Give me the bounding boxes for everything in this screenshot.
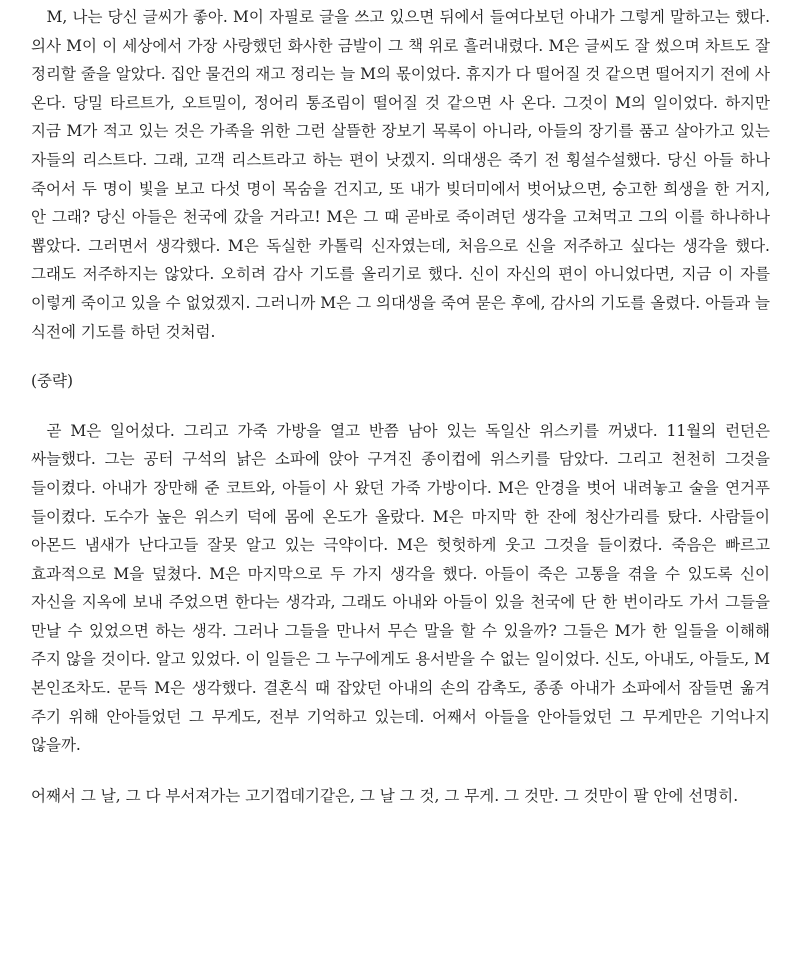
paragraph-letter-memory: M, 나는 당신 글씨가 좋아. M이 자필로 글을 쓰고 있으면 뒤에서 들여다보던 아내가 그렇게 말하고는 했다. 의사 M이 이 세상에서 가장 사랑했던 화사한 금발이 그 책 위로 흘러내렸다. M은 글씨도 잘 썼으며 차트도 잘 정리할 줄을 알았다. 집안 물건의 재고 정리는 늘 M의 몫이었다. 휴지가 다 떨어질 것 같으면 떨어지기 전에 사 온다. 당밀 타르트가, 오트밀이, 정어리 통조림이 떨어질 것 같으면 사 온다. 그것이 M의 일이었다. 하지만 지금 M가 적고 있는 것은 가족을 위한 그런 살뜰한 장보기 목록이 아니라, 아들의 장기를 품고 살아가고 있는 자들의 리스트다. 그래, 고객 리스트라고 하는 편이 낫겠지. 의대생은 죽기 전 횡설수설했다. 당신 아들 하나 죽어서 두 명이 빛을 보고 다섯 명이 목숨을 건지고, 또 내가 빚더미에서 벗어났으면, 숭고한 희생을 한 거지, 안 그래? 당신 아들은 천국에 갔을 거라고! M은 그 때 곧바로 죽이려던 생각을 고쳐먹고 그의 이를 하나하나 뽑았다. 그러면서 생각했다. M은 독실한 카톨릭 신자였는데, 처음으로 신을 저주하고 싶다는 생각을 했다. 그래도 저주하지는 않았다. 오히려 감사 기도를 올리기로 했다. 신이 자신의 편이 아니었다면, 지금 이 자를 이렇게 죽이고 있을 수 없었겠지. 그러니까 M은 그 의대생을 죽여 묻은 후에, 감사의 기도를 올렸다. 아들과 늘 식전에 기도를 하던 것처럼. <box>31 8 770 341</box>
paragraph-omission-marker: (중략) <box>31 372 74 391</box>
paragraph-closing-lines: 어째서 그 날, 그 다 부서져가는 고기껍데기같은, 그 날 그 것, 그 무게. 그 것만. 그 것만이 팔 안에 선명히. <box>31 786 739 805</box>
paragraph-final-night: 곧 M은 일어섰다. 그리고 가죽 가방을 열고 반쯤 남아 있는 독일산 위스키를 꺼냈다. 11월의 런던은 싸늘했다. 그는 공터 구석의 낡은 소파에 앉아 구겨진 종이컵에 위스키를 담았다. 그리고 천천히 그것을 들이켰다. 아내가 장만해 준 코트와, 아들이 사 왔던 가죽 가방이다. M은 안경을 벗어 내려놓고 술을 연거푸 들이켰다. 도수가 높은 위스키 덕에 몸에 온도가 올랐다. M은 마지막 한 잔에 청산가리를 탔다. 사람들이 아몬드 냄새가 난다고들 잘못 알고 있는 극약이다. M은 헛헛하게 웃고 그것을 들이켰다. 죽음은 빠르고 효과적으로 M을 덮쳤다. M은 마지막으로 두 가지 생각을 했다. 아들이 죽은 고통을 겪을 수 있도록 신이 자신을 지옥에 보내 주었으면 한다는 생각과, 그래도 아내와 아들이 있을 천국에 단 한 번이라도 가서 그들을 만날 수 있었으면 하는 생각. 그러나 그들을 만나서 무슨 말을 할 수 있을까? 그들은 M가 한 일들을 이해해 주지 않을 것이다. 알고 있었다. 이 일들은 그 누구에게도 용서받을 수 없는 일이었다. 신도, 아내도, 아들도, M 본인조차도. 문득 M은 생각했다. 결혼식 때 잡았던 아내의 손의 감촉도, 종종 아내가 소파에서 잠들면 옮겨 주기 위해 안아들었던 그 무게도, 전부 기억하고 있는데. 어째서 아들을 안아들었던 그 무게만은 기억나지 않을까. <box>31 421 770 755</box>
